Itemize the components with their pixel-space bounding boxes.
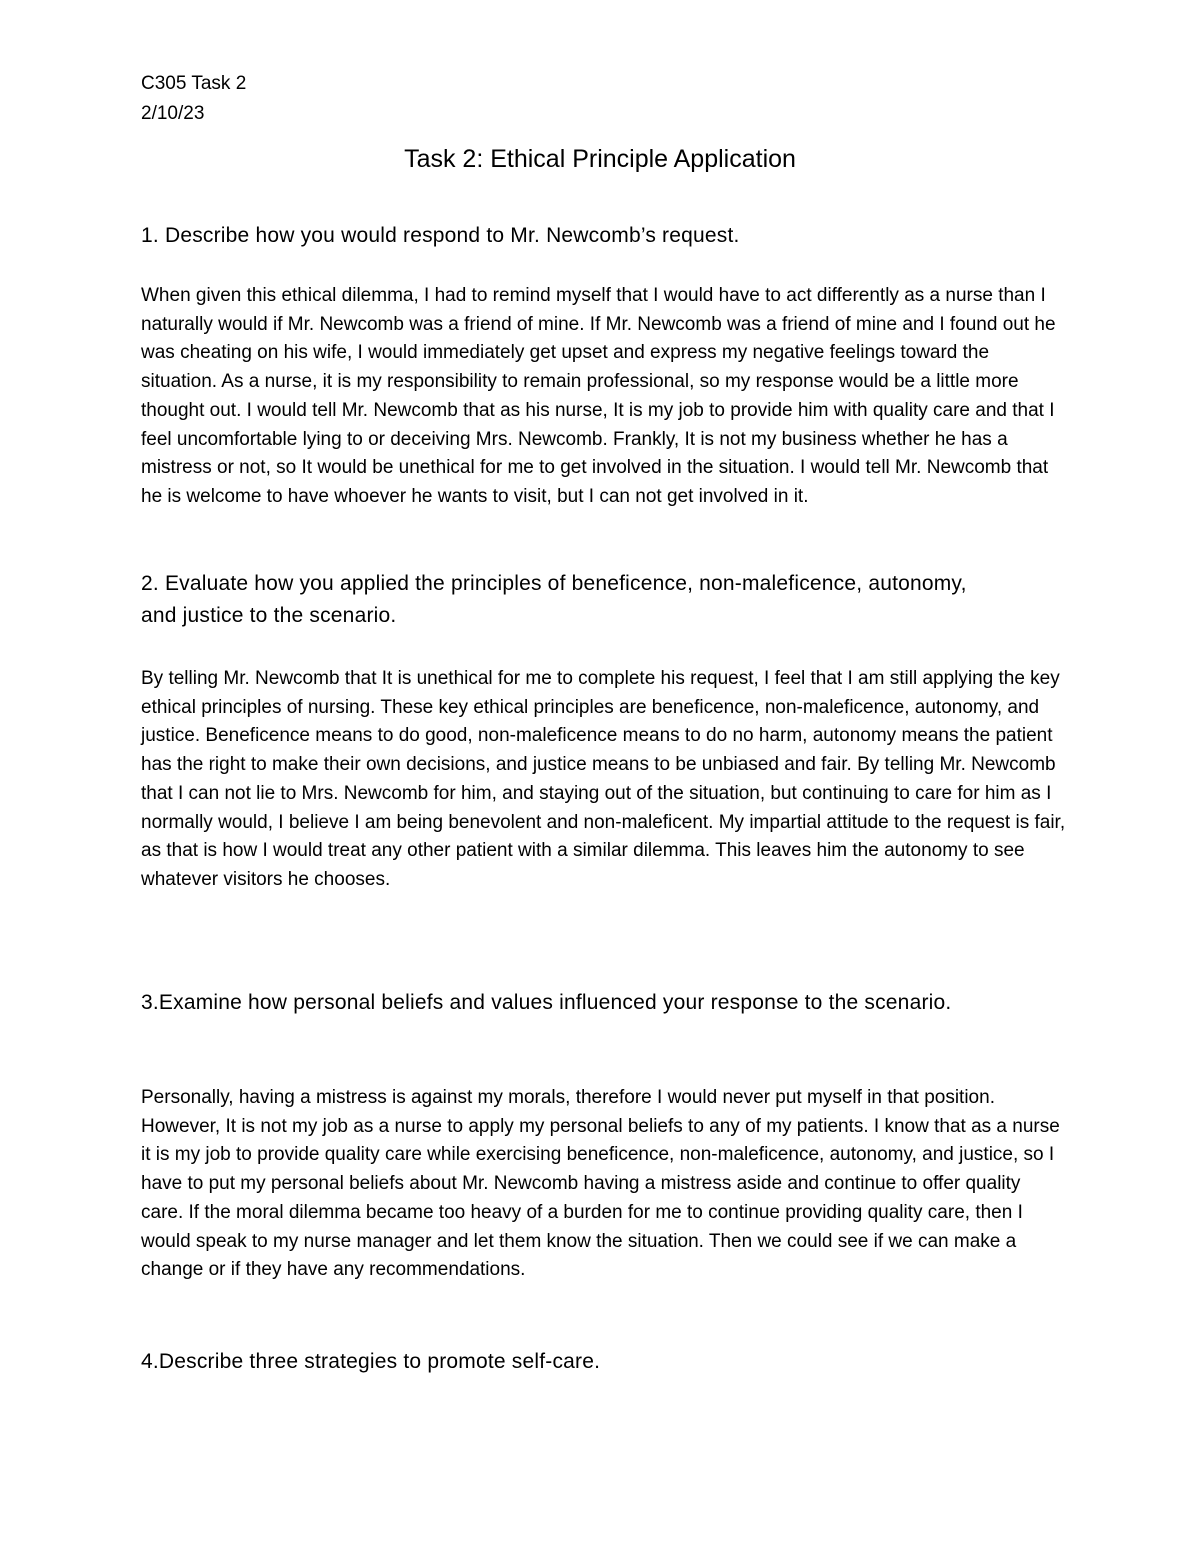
course-label: C305 Task 2 [141,73,247,94]
question-4: 4.Describe three strategies to promote self-care. [141,1350,601,1373]
document-title: Task 2: Ethical Principle Application [404,145,796,173]
answer-1: When given this ethical dilemma, I had to remind myself that I would have to act differently as a nurse than I naturally would if Mr. Newcomb was a friend of mine. If Mr. Newcomb was a friend of mine and I found out he was cheating on his wife, I would immediately get upset and express my negative feelings toward the situation. As a nurse, it is my responsibility to remain professional, so my response would be a little more thought out. I would tell Mr. Newcomb that as his nurse, It is my job to provide him with quality care and that I feel uncomfortable lying to or deceiving Mrs. Newcomb. Frankly, It is not my business whether he has a mistress or not, so It would be unethical for me to get involved in the situation. I would tell Mr. Newcomb that he is welcome to have whoever he wants to visit, but I can not get involved in it. [141,285,1056,507]
question-2: 2. Evaluate how you applied the principles of beneficence, non-maleficence, autonomy, and justice to the scenario. [141,572,967,627]
date-label: 2/10/23 [141,103,205,124]
answer-3: Personally, having a mistress is against my morals, therefore I would never put myself in that position. However, It is not my job as a nurse to apply my personal beliefs to any of my patients. I know that as a nurse it is my job to provide quality care while exercising beneficence, non-maleficence, autonomy, and justice, so I have to put my personal beliefs about Mr. Newcomb having a mistress aside and continue to offer quality care. If the moral dilemma became too heavy of a burden for me to continue providing quality care, then I would speak to my nurse manager and let them know the situation. Then we could see if we can make a change or if they have any recommendations. [141,1087,1060,1281]
answer-2: By telling Mr. Newcomb that It is unethical for me to complete his request, I feel that I am still applying the key ethical principles of nursing. These key ethical principles are beneficence, non-maleficence, autonomy, and justice. Beneficence means to do good, non-maleficence means to do no harm, autonomy means the patient has the right to make their own decisions, and justice means to be unbiased and fair. By telling Mr. Newcomb that I can not lie to Mrs. Newcomb for him, and staying out of the situation, but continuing to care for him as I normally would, I believe I am being benevolent and non-maleficent. My impartial attitude to the request is fair, as that is how I would treat any other patient with a similar dilemma. This leaves him the autonomy to see whatever visitors he chooses. [141,668,1066,890]
question-1: 1. Describe how you would respond to Mr. Newcomb’s request. [141,224,740,247]
question-3: 3.Examine how personal beliefs and values influenced your response to the scenario. [141,991,952,1014]
